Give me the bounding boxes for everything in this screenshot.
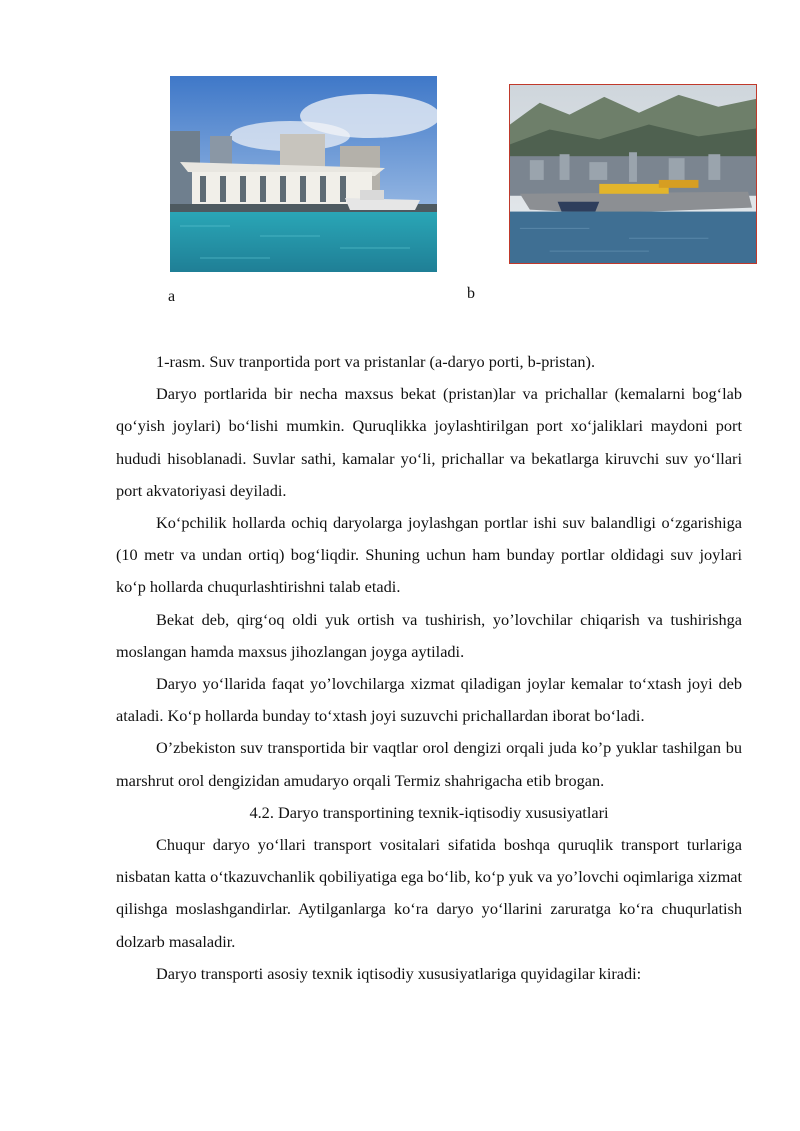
paragraph: Daryo yo‘llarida faqat yo’lovchilarga xizmat qiladigan joylar kemalar to‘xtash joyi deb ataladi. Ko‘p hollarda bunday to‘xtash joyi suzuvchi prichallardan iborat bo‘ladi.: [116, 674, 742, 726]
paragraph: Bekat deb, qirg‘oq oldi yuk ortish va tushirish, yo’lovchilar chiqarish va tushirishga moslangan hamda maxsus jihozlangan joyga aytiladi.: [116, 609, 742, 661]
paragraph: Daryo portlarida bir necha maxsus bekat (pristan)lar va prichallar (kemalarni bog‘lab qo‘yish joylari) bo‘lishi mumkin. Quruqlikka joylashtirilgan port xo‘jaliklari maydoni port hududi hisoblanadi. Suvlar sathi, kamalar yo‘li, prichallar va bekatlarga kiruvchi suv yo‘llari port akvatoriyasi deyiladi.: [116, 384, 742, 500]
figure-caption: 1-rasm. Suv tranportida port va pristanlar (a-daryo porti, b-pristan).: [156, 352, 596, 371]
river-port-photo: [170, 76, 437, 272]
section-heading: 4.2. Daryo transportining texnik-iqtisodiy xususiyatlari: [249, 802, 609, 822]
pier-photo: [509, 84, 757, 264]
figure-label-b: b: [467, 285, 475, 302]
paragraph: Daryo transporti asosiy texnik iqtisodiy xususiyatlariga quyidagilar kiradi:: [156, 963, 642, 983]
paragraph: Ko‘pchilik hollarda ochiq daryolarga joylashgan portlar ishi suv balandligi o‘zgarishiga (10 metr va undan ortiq) bog‘liqdir. Shuning uchun ham bunday portlar oldidagi suv joylari ko‘p hollarda chuqurlashtirishni talab etadi.: [116, 513, 742, 597]
body-text: [116, 346, 742, 990]
paragraph: O’zbekiston suv transportida bir vaqtlar orol dengizi orqali juda ko’p yuklar tashilgan bu marshrut orol dengizidan amudaryo orqali Termiz shahrigacha etib brogan.: [116, 738, 742, 790]
figure-label-a: a: [168, 288, 176, 305]
paragraph: Chuqur daryo yo‘llari transport vositalari sifatida boshqa quruqlik transport turlariga nisbatan katta o‘tkazuvchanlik qobiliyatiga ega bo‘lib, ko‘p yuk va yo’lovchi oqimlariga xizmat qilishga moslashgandirlar. Aytilganlarga ko‘ra daryo yo‘llarini zaruratga ko‘ra chuqurlatish dolzarb masaladir.: [116, 835, 742, 951]
